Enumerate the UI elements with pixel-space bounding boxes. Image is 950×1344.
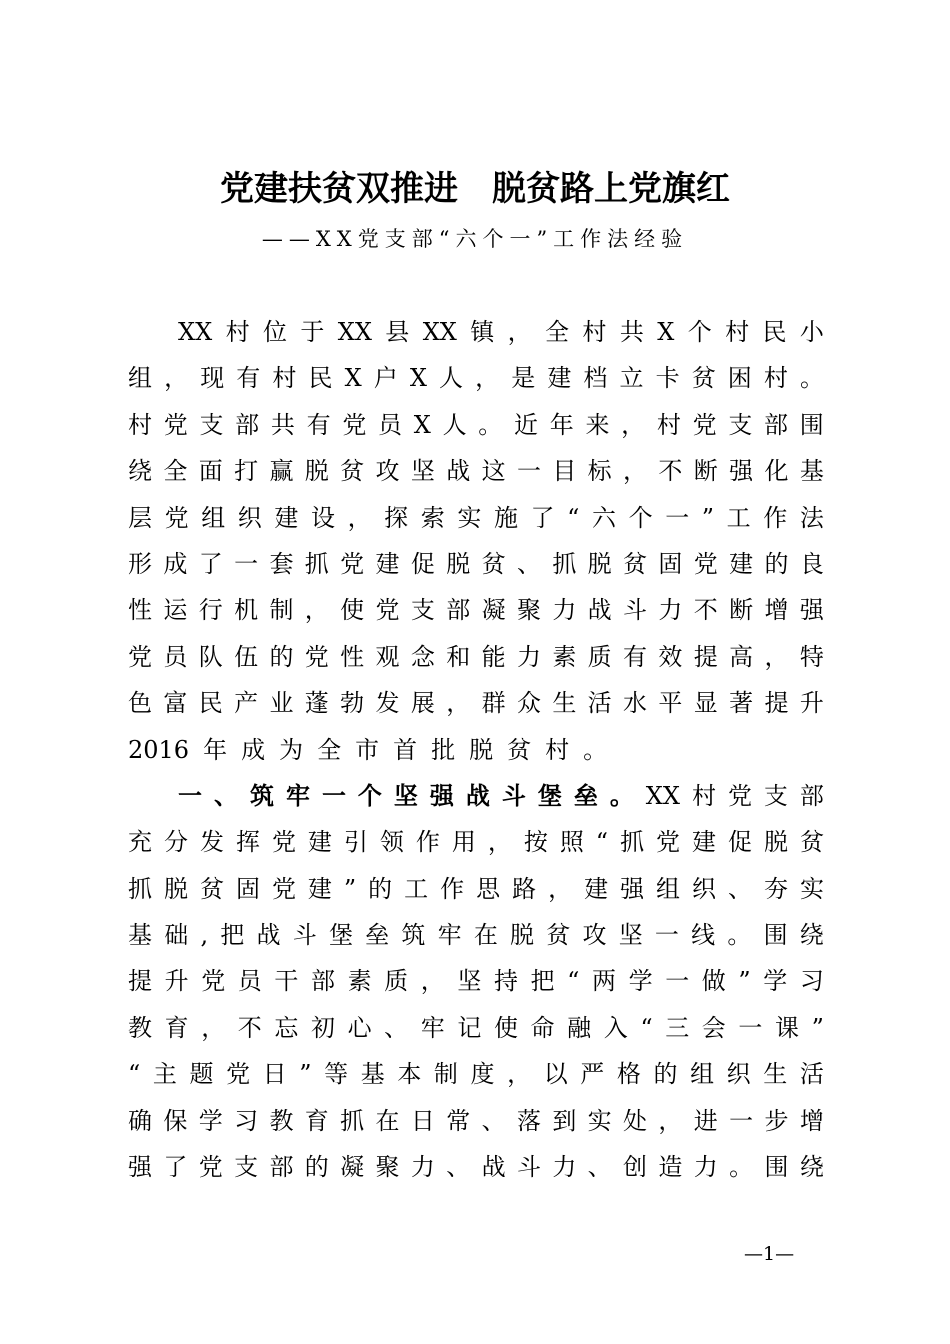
text-line: “ 主 题 党 日 ” 等 基 本 制 度 ， 以 严 格 的 组 织 生 活 <box>128 1060 824 1089</box>
text-line: 抓 脱 贫 固 党 建 ” 的 工 作 思 路 ， 建 强 组 织 、 夯 实 <box>128 874 824 903</box>
text-line: 一 、 筑 牢 一 个 坚 强 战 斗 堡 垒 。 XX 村 党 支 部 <box>178 781 824 810</box>
text-line: 基 础 , 把 战 斗 堡 垒 筑 牢 在 脱 贫 攻 坚 一 线 。 围 绕 <box>128 921 824 950</box>
page-number: —1— <box>744 1243 795 1265</box>
text-line: 教 育 ， 不 忘 初 心 、 牢 记 使 命 融 入 “ 三 会 一 课 ” <box>128 1013 824 1042</box>
text-line: 层 党 组 织 建 设 ， 探 索 实 施 了 “ 六 个 一 ” 工 作 法 <box>128 503 824 532</box>
text-line: 党 员 队 伍 的 党 性 观 念 和 能 力 素 质 有 效 提 高 ， 特 <box>128 642 824 671</box>
text-line: 提 升 党 员 干 部 素 质 ， 坚 持 把 “ 两 学 一 做 ” 学 习 <box>128 967 824 996</box>
document-title <box>0 166 950 212</box>
title-part-2: 脱贫路上党旗红 <box>492 169 730 209</box>
text-line: 村 党 支 部 共 有 党 员 X 人 。 近 年 来 ， 村 党 支 部 围 <box>128 410 824 439</box>
document-subtitle: ——XX党支部“六个一”工作法经验 <box>261 227 689 251</box>
text-line: 色 富 民 产 业 蓬 勃 发 展 ， 群 众 生 活 水 平 显 著 提 升 <box>128 689 824 718</box>
text-line: 形 成 了 一 套 抓 党 建 促 脱 贫 、 抓 脱 贫 固 党 建 的 良 <box>128 549 824 578</box>
text-line: 强 了 党 支 部 的 凝 聚 力 、 战 斗 力 、 创 造 力 。 围 绕 <box>128 1153 824 1182</box>
document-body <box>128 309 824 1190</box>
text-line: 充 分 发 挥 党 建 引 领 作 用 ， 按 照 “ 抓 党 建 促 脱 贫 <box>128 828 824 857</box>
text-line: 2016 年 成 为 全 市 首 批 脱 贫 村 。 <box>128 735 608 764</box>
title-part-1: 党建扶贫双推进 <box>220 169 458 209</box>
text-line: 性 运 行 机 制 ， 使 党 支 部 凝 聚 力 战 斗 力 不 断 增 强 <box>128 596 824 625</box>
text-line: 绕 全 面 打 赢 脱 贫 攻 坚 战 这 一 目 标 ， 不 断 强 化 基 <box>128 457 824 486</box>
text-line: 确 保 学 习 教 育 抓 在 日 常 、 落 到 实 处 ， 进 一 步 增 <box>128 1106 824 1135</box>
text-line: 组 ， 现 有 村 民 X 户 X 人 ， 是 建 档 立 卡 贫 困 村 。 <box>128 364 824 393</box>
text-line: XX 村 位 于 XX 县 XX 镇 ， 全 村 共 X 个 村 民 小 <box>178 318 824 346</box>
